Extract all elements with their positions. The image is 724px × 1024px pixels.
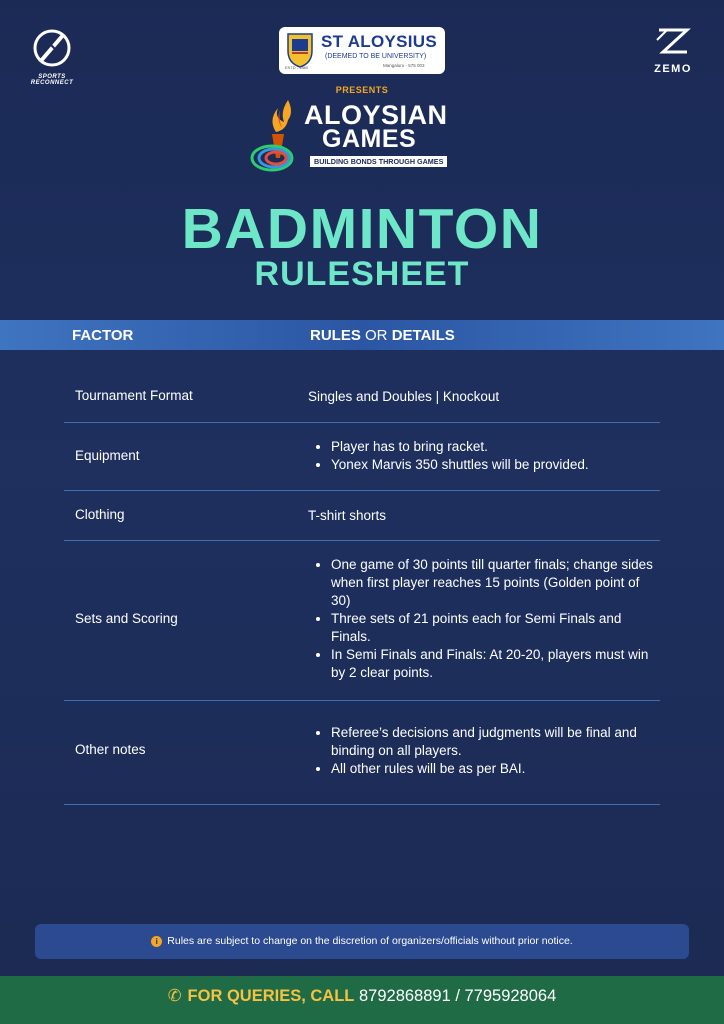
crest-icon — [285, 31, 315, 69]
zemo-logo — [648, 26, 698, 75]
presents-label: PRESENTS — [335, 85, 389, 95]
header-details: DETAILS — [391, 327, 455, 344]
table-row — [64, 424, 660, 491]
university-established: ESTD - 1880 — [285, 65, 309, 70]
row-factor: Tournament Format — [75, 388, 193, 403]
notice-text: Rules are subject to change on the discretion of organizers/officials without prior notice. — [167, 935, 573, 947]
racket-icon — [30, 28, 74, 68]
page-title: BADMINTON — [181, 197, 543, 261]
footer-phones[interactable]: 8792868891 / 7795928064 — [358, 987, 557, 1005]
university-name: ST ALOYSIUS — [321, 32, 438, 51]
table-row — [64, 702, 660, 805]
university-location: Mangaluru - 575 003 — [383, 63, 425, 68]
table-row — [64, 542, 660, 701]
row-factor: Clothing — [75, 507, 125, 522]
games-title-line2: GAMES — [322, 125, 417, 153]
aloysian-games-logo — [250, 96, 464, 176]
page-subtitle: RULESHEET — [254, 255, 470, 293]
info-icon: i — [151, 936, 162, 947]
games-title-line1: ALOYSIAN — [304, 100, 448, 130]
footer-label: FOR QUERIES, CALL — [187, 987, 355, 1005]
header-rules-details — [310, 327, 455, 344]
university-subtitle: (DEEMED TO BE UNIVERSITY) — [325, 53, 427, 60]
list-item: • Yonex Marvis 350 shuttles will be provided. — [331, 456, 658, 474]
header-rules: RULES — [310, 327, 361, 344]
header-or: OR — [365, 327, 388, 344]
list-item: • Player has to bring racket. — [331, 438, 658, 456]
row-detail — [308, 724, 658, 778]
list-item: • Referee’s decisions and judgments will be final and binding on all players. — [331, 724, 658, 760]
row-detail — [308, 556, 658, 682]
header-factor: FACTOR — [72, 327, 134, 344]
sports-reconnect-logo — [26, 28, 78, 86]
list-item: • Three sets of 21 points each for Semi Finals and Finals. — [331, 610, 658, 646]
footer-contact — [0, 976, 724, 1024]
zemo-label: ZEMO — [654, 63, 692, 75]
row-factor: Equipment — [75, 448, 140, 463]
list-item: • In Semi Finals and Finals: At 20-20, players must win by 2 clear points. — [331, 646, 658, 682]
zemo-mark-icon — [653, 26, 693, 56]
torch-icon — [250, 96, 306, 176]
row-factor: Other notes — [75, 742, 146, 757]
row-detail: T-shirt shorts — [308, 508, 387, 523]
notice-banner — [35, 924, 689, 959]
table-row — [64, 370, 660, 423]
row-factor: Sets and Scoring — [75, 611, 178, 626]
list-item: • One game of 30 points till quarter finals; change sides when first player reaches 15 points (Golden point of 30) — [331, 556, 658, 610]
row-detail — [308, 438, 658, 474]
table-header — [0, 320, 724, 350]
university-logo — [279, 27, 445, 74]
sports-reconnect-label: SPORTS RECONNECT — [30, 74, 74, 86]
games-tagline: BUILDING BONDS THROUGH GAMES — [310, 156, 447, 167]
list-item: • All other rules will be as per BAI. — [331, 760, 658, 778]
row-detail: Singles and Doubles | Knockout — [308, 389, 500, 404]
phone-icon: ✆ — [167, 987, 182, 1005]
table-row — [64, 492, 660, 541]
